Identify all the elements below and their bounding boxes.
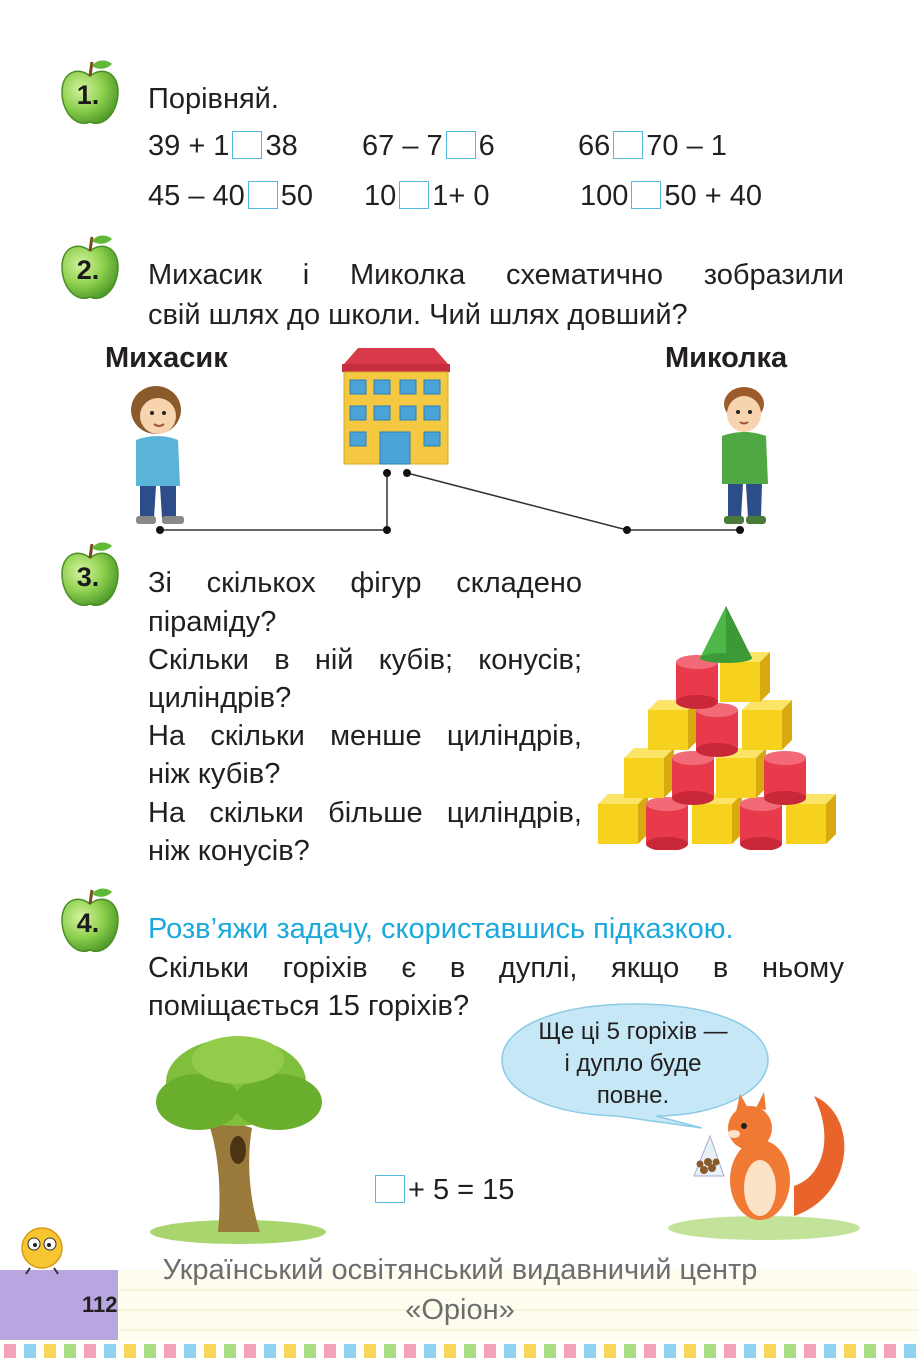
task-number: 1. [76,80,100,110]
name-mykhasyk: Михасик [105,342,228,374]
squirrel-with-nuts-illustration [664,1076,864,1240]
answer-box[interactable] [248,181,278,209]
expression: 50 [280,180,314,212]
expression: 6 [478,130,495,162]
task-number-badge-2 [58,233,122,303]
task2-line-2: свій шлях до школи. Чий шлях довший? [148,299,688,331]
publisher-line-1: Український освітянський видавничий центр [162,1254,758,1286]
task-number: 3. [76,562,100,592]
path-diagram [150,465,760,545]
equation [372,1174,514,1207]
task-number: 4. [76,908,100,938]
compare-row-1b [362,130,495,163]
expression: 10 [364,180,397,212]
task3-line-1: Зі скількох фігур складено [148,567,582,599]
compare-row-2b [364,180,490,213]
school-building-illustration [334,346,458,466]
task3-line-6: ніж кубів? [148,758,281,790]
task3-line-8: ніж конусів? [148,835,310,867]
expression: 66 [578,130,611,162]
compare-row-1 [148,130,298,163]
name-mykolka: Миколка [665,342,788,374]
pyramid-of-shapes-illustration [596,600,842,850]
expression: 39 + 1 [148,130,230,162]
speech-bubble-text: Ще ці 5 горіхів — і дупло буде повне. [538,1018,728,1109]
compare-row-2c [580,180,762,213]
expression: 1+ 0 [432,180,490,212]
expression: 70 – 1 [646,130,727,162]
compare-row-1c [578,130,727,163]
page-number: 112 [82,1292,118,1317]
answer-box[interactable] [446,131,476,159]
task-number-badge-3 [58,540,122,610]
task1-instruction: Порівняй. [148,83,279,115]
task3-line-4: циліндрів? [148,682,292,714]
task2-line-1: Михасик і Миколка схематично зобразили [148,259,844,291]
task-number: 2. [76,255,100,285]
expression: 67 – 7 [362,130,443,162]
answer-box[interactable] [613,131,643,159]
task4-line-2: поміщається 15 горіхів? [148,990,470,1022]
compare-row-2 [148,180,313,213]
task3-line-3: Скільки в ній кубів; конусів; [148,644,582,676]
publisher-line-2: «Оріон» [405,1294,515,1326]
answer-box[interactable] [232,131,262,159]
expression: 38 [265,130,298,162]
equation-text: + 5 = 15 [408,1174,515,1206]
answer-box[interactable] [399,181,429,209]
expression: 100 [580,180,629,212]
expression: 45 – 40 [148,180,245,212]
answer-box[interactable] [631,181,661,209]
expression: 50 + 40 [664,180,762,212]
task3-line-7: На скільки більше циліндрів, [148,797,582,829]
task4-line-1: Скільки горіхів є в дуплі, якщо в ньому [148,952,844,984]
tree-with-hollow-illustration [148,1032,328,1244]
task3-line-5: На скільки менше циліндрів, [148,720,582,752]
task-number-badge-1 [58,58,122,128]
mascot-icon [12,1224,72,1276]
answer-box[interactable] [375,1175,405,1203]
task-number-badge-4 [58,886,122,956]
task4-title: Розв’яжи задачу, скориставшись підказкою. [148,913,734,945]
task3-line-2: піраміду? [148,606,277,638]
